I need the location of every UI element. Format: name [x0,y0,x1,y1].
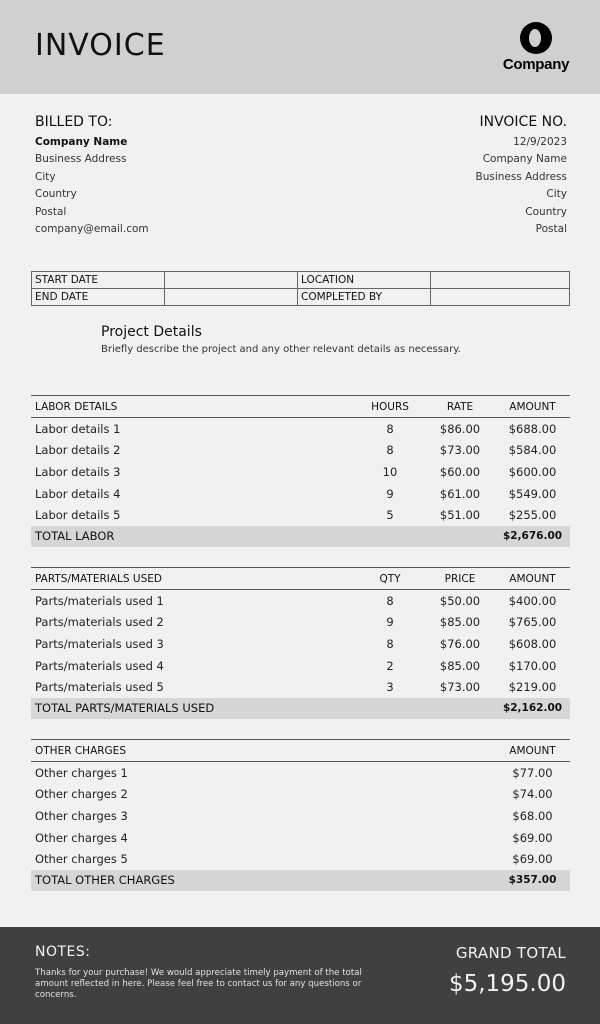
row-qty: 8 [386,636,394,651]
billed-email: company@email.com [35,222,149,235]
start-date-label: START DATE [32,272,165,289]
end-date-value [165,289,298,306]
table-row [31,676,570,698]
row-amount: $170.00 [508,658,557,673]
row-description: Parts/materials used 5 [35,680,164,695]
sender-city: City [546,188,567,201]
row-amount: $765.00 [508,615,557,630]
start-date-value [165,272,298,289]
project-description: Briefly describe the project and any other relevant details as necessary. [101,344,461,355]
invoice-number-label: INVOICE NO. [479,114,567,130]
notes-label: NOTES: [35,944,91,960]
parts-col-qty: QTY [379,572,401,585]
row-price: $50.00 [439,593,481,608]
other-col-details: OTHER CHARGES [35,744,126,757]
logo-text: Company [502,56,570,73]
row-qty: 3 [386,680,394,695]
table-row [31,483,570,505]
row-qty: 8 [386,593,394,608]
invoice-number-block [307,114,567,238]
row-amount: $584.00 [508,443,557,458]
table-row [31,762,570,784]
project-title: Project Details [101,324,202,340]
completed-by-label: COMPLETED BY [298,289,431,306]
row-amount: $608.00 [508,636,557,651]
billed-country: Country [35,188,77,201]
row-description: Other charges 4 [35,830,128,845]
billed-address: Business Address [35,153,127,166]
row-rate: $86.00 [439,421,481,436]
row-amount: $549.00 [508,486,557,501]
table-row [31,633,570,655]
row-amount: $69.00 [512,852,553,867]
row-description: Labor details 3 [35,464,121,479]
row-hours: 9 [386,486,394,501]
labor-col-details: LABOR DETAILS [35,400,118,413]
sender-company-name: Company Name [482,153,567,166]
meta-row [32,272,570,289]
row-amount: $219.00 [508,680,557,695]
labor-total-value: $2,676.00 [502,530,563,543]
billed-postal: Postal [35,205,67,218]
row-amount: $255.00 [508,508,557,523]
invoice-title: INVOICE [35,28,166,63]
row-description: Other charges 5 [35,852,128,867]
labor-total-label: TOTAL LABOR [35,529,115,544]
grand-total-label: GRAND TOTAL [455,944,566,962]
labor-section [31,395,570,547]
labor-header-row [31,395,570,418]
notes-text: Thanks for your purchase! We would appreciate timely payment of the total amount reflected in here. Please feel free to contact us for any questions or concerns. [35,968,362,1000]
billed-company-name: Company Name [35,136,128,148]
row-amount: $77.00 [512,765,553,780]
parts-col-price: PRICE [444,572,476,585]
row-amount: $400.00 [508,593,557,608]
row-description: Labor details 5 [35,508,121,523]
row-amount: $600.00 [508,464,557,479]
row-description: Parts/materials used 3 [35,636,164,651]
other-header-row [31,739,570,762]
table-row [31,504,570,526]
row-description: Other charges 1 [35,765,128,780]
end-date-label: END DATE [32,289,165,306]
labor-total-row [31,526,570,547]
completed-by-value [431,289,570,306]
row-description: Parts/materials used 4 [35,658,164,673]
meta-row [32,289,570,306]
row-description: Labor details 1 [35,421,121,436]
table-row [31,440,570,462]
parts-col-amount: AMOUNT [509,572,556,585]
table-row [31,655,570,677]
parts-total-row [31,698,570,719]
sender-country: Country [525,205,567,218]
row-rate: $61.00 [439,486,481,501]
invoice-footer [0,927,600,1024]
parts-col-details: PARTS/MATERIALS USED [35,572,162,585]
location-value [431,272,570,289]
table-row [31,461,570,483]
row-description: Labor details 2 [35,443,121,458]
row-price: $85.00 [439,658,481,673]
row-description: Parts/materials used 1 [35,593,164,608]
parts-header-row [31,567,570,590]
location-label: LOCATION [298,272,431,289]
row-amount: $69.00 [512,830,553,845]
sender-address: Business Address [475,170,567,183]
grand-total-value: $5,195.00 [448,971,566,997]
other-charges-section [31,739,570,891]
sender-postal: Postal [535,222,567,235]
row-price: $76.00 [439,636,481,651]
row-amount: $688.00 [508,421,557,436]
row-description: Parts/materials used 2 [35,615,164,630]
table-row [31,848,570,870]
row-rate: $60.00 [439,464,481,479]
parts-total-label: TOTAL PARTS/MATERIALS USED [35,701,215,716]
table-row [31,612,570,634]
table-row [31,418,570,440]
table-row [31,827,570,849]
table-row [31,784,570,806]
table-row [31,805,570,827]
table-row [31,590,570,612]
other-total-label: TOTAL OTHER CHARGES [35,873,175,888]
labor-col-amount: AMOUNT [509,400,556,413]
row-amount: $68.00 [512,808,553,823]
invoice-header [0,0,600,94]
row-rate: $51.00 [439,508,481,523]
labor-col-hours: HOURS [371,400,409,413]
billed-to-label: BILLED TO: [35,114,113,130]
parts-total-value: $2,162.00 [502,702,563,715]
row-hours: 5 [386,508,394,523]
row-hours: 8 [386,421,394,436]
company-logo [500,22,572,73]
billed-city: City [35,170,56,183]
row-qty: 2 [386,658,394,673]
labor-col-rate: RATE [446,400,474,413]
row-description: Other charges 2 [35,787,128,802]
parts-section [31,567,570,719]
row-price: $73.00 [439,680,481,695]
other-total-row [31,870,570,891]
row-price: $85.00 [439,615,481,630]
project-details [101,324,461,355]
billed-to-block [35,114,295,238]
other-col-amount: AMOUNT [509,744,556,757]
row-amount: $74.00 [512,787,553,802]
logo-circle-icon [520,22,552,54]
row-hours: 10 [382,464,398,479]
invoice-date: 12/9/2023 [513,136,567,148]
row-qty: 9 [386,615,394,630]
other-total-value: $357.00 [508,874,557,887]
row-description: Labor details 4 [35,486,121,501]
row-hours: 8 [386,443,394,458]
row-description: Other charges 3 [35,808,128,823]
job-meta-table [31,271,570,306]
row-rate: $73.00 [439,443,481,458]
